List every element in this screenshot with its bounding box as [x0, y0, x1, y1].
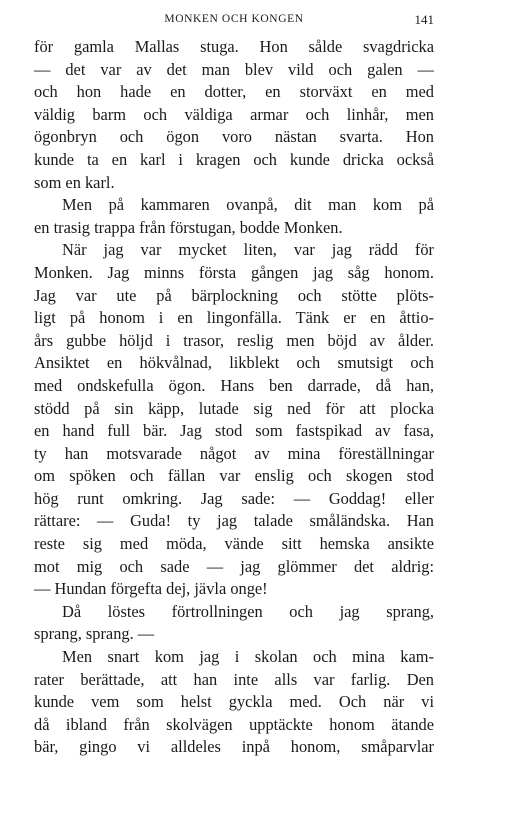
text-line: Men snart kom jag i skolan och mina kam-: [62, 647, 434, 667]
text-line: — Hundan förgefta dej, jävla onge!: [34, 579, 268, 599]
body-text: [34, 36, 434, 759]
text-line: Monken. Jag minns första gången jag såg honom.: [34, 262, 434, 282]
running-title: MONKEN OCH KONGEN: [164, 13, 304, 25]
text-line: bär, gingo vi alldeles inpå honom, småparvlar: [34, 737, 434, 757]
page-number: 141: [414, 12, 434, 27]
text-line: väldig barm och väldiga armar och linhår, men: [34, 104, 434, 124]
text-line: Jag var ute på bärplockning och stötte plöts-: [34, 285, 434, 305]
text-line: sprang, sprang. —: [34, 624, 155, 644]
text-line: ögonbryn och ögon voro nästan svarta. Hon: [34, 127, 434, 147]
text-line: om spöken och fällan var enslig och skogen stod: [34, 466, 434, 486]
text-line: stödd på sin käpp, lutade sig ned för att plocka: [34, 398, 434, 418]
text-line: reste sig med möda, vände sitt hemska ansikte: [34, 534, 434, 554]
text-line: mot mig och sade — jag glömmer det aldrig:: [34, 556, 434, 576]
text-line: kunde ta en karl i kragen och kunde dricka också: [34, 149, 434, 169]
text-line: en hand full bär. Jag stod som fastspikad av fasa,: [34, 421, 434, 441]
text-line: ligt på honom i en lingonfälla. Tänk er en åttio-: [34, 308, 434, 328]
text-line: När jag var mycket liten, var jag rädd för: [62, 240, 434, 260]
text-line: Då löstes förtrollningen och jag sprang,: [62, 601, 434, 621]
text-line: Ansiktet en hökvålnad, likblekt och smutsigt och: [34, 353, 434, 373]
text-line: med ondskefulla ögon. Hans ben darrade, då han,: [34, 375, 434, 395]
text-line: ty han motsvarade något av mina föreställningar: [34, 443, 434, 463]
text-line: års gubbe höljd i trasor, reslig men böjd av ålder.: [34, 330, 434, 350]
text-line: — det var av det man blev vild och galen —: [34, 59, 434, 79]
text-line: för gamla Mallas stuga. Hon sålde svagdricka: [34, 37, 434, 56]
text-line: Men på kammaren ovanpå, dit man kom på: [62, 195, 434, 215]
text-line: och hon hade en dotter, en storväxt en med: [34, 82, 434, 102]
text-line: en trasig trappa från förstugan, bodde Monken.: [34, 217, 343, 237]
text-line: då ibland från skolvägen upptäckte honom ätande: [34, 714, 434, 734]
text-line: som en karl.: [34, 172, 115, 192]
running-head: [34, 13, 434, 29]
text-line: hög runt omkring. Jag sade: — Goddag! eller: [34, 488, 434, 508]
text-line: rater berättade, att han inte alls var farlig. Den: [34, 669, 434, 689]
text-line: rättare: — Guda! ty jag talade småländska. Han: [34, 511, 434, 531]
text-line: kunde vem som helst gyckla med. Och när vi: [34, 692, 434, 712]
